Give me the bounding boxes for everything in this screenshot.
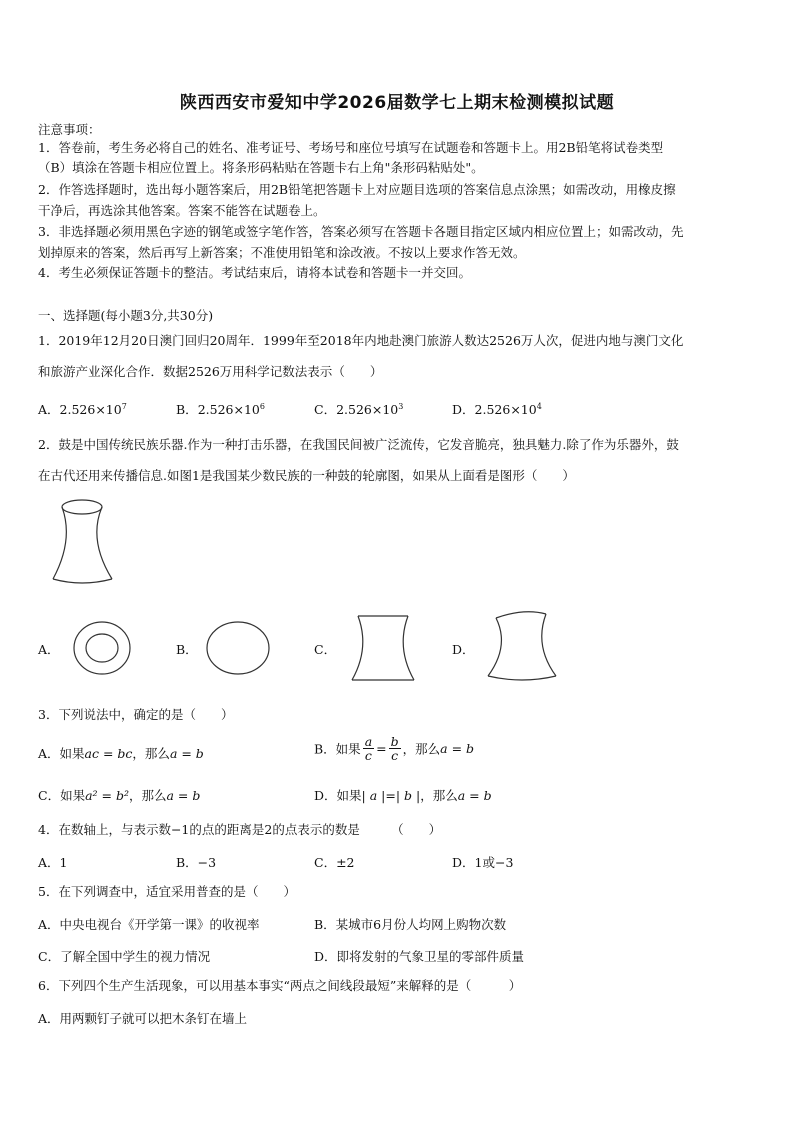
section-heading: 一、选择题(每小题3分,共30分) bbox=[38, 308, 214, 323]
question-1-option-a: A．$2.526\times 10^7$ bbox=[38, 401, 127, 417]
notice-line: 2．作答选择题时，选出每小题答案后，用2B铅笔把答题卡上对应题目选项的答案信息点涂黑；如需改动，用橡皮擦 bbox=[38, 182, 676, 197]
question-5-option-d: D．即将发射的气象卫星的零部件质量 bbox=[314, 949, 525, 964]
question-6-stem: 6．下列四个生产生活现象，可以用基本事实“两点之间线段最短”来解释的是（ ） bbox=[38, 978, 522, 993]
notice-line: （B）填涂在答题卡相应位置上。将条形码粘贴在答题卡右上角"条形码粘贴处"。 bbox=[38, 160, 484, 175]
question-1-option-c: C．$2.526\times 10^3$ bbox=[314, 401, 404, 417]
question-1-stem: 和旅游产业深化合作．数据2526万用科学记数法表示（ ） bbox=[38, 364, 383, 379]
question-3-option-c: C．如果a² = b²，那么a = b bbox=[38, 788, 201, 803]
question-4-option-b: B．−3 bbox=[176, 855, 217, 870]
question-2-option-a-label: A． bbox=[38, 642, 60, 657]
question-5-option-a: A．中央电视台《开学第一课》的收视率 bbox=[38, 917, 260, 932]
question-3-stem: 3．下列说法中，确定的是（ ） bbox=[38, 707, 234, 722]
question-4-stem: 4．在数轴上，与表示数−1的点的距离是2的点表示的数是 （ ） bbox=[38, 822, 442, 837]
question-2-option-c-label: C． bbox=[314, 642, 337, 657]
question-2-stem: 2．鼓是中国传统民族乐器.作为一种打击乐器，在我国民间被广泛流传，它发音脆亮，独具魅力.除了作为乐器外，鼓 bbox=[38, 437, 679, 452]
question-3-option-d: D．如果| a |=| b |，那么a = b bbox=[314, 788, 492, 803]
notice-line: 3．非选择题必须用黑色字迹的钢笔或签字笔作答，答案必须写在答题卡各题目指定区域内相应位置上；如需改动，先 bbox=[38, 224, 684, 239]
notice-line: 4．考生必须保证答题卡的整洁。考试结束后，请将本试卷和答题卡一并交回。 bbox=[38, 265, 471, 280]
curved-drum-side-figure bbox=[484, 606, 564, 686]
question-2-stem: 在古代还用来传播信息.如图1是我国某少数民族的一种鼓的轮廓图，如果从上面看是图形（ ） bbox=[38, 468, 575, 483]
question-1-stem: 1．2019年12月20日澳门回归20周年．1999年至2018年内地赴澳门旅游人数达2526万人次，促进内地与澳门文化 bbox=[38, 333, 684, 348]
question-3-option-a: A．如果ac = bc，那么a = b bbox=[38, 746, 204, 761]
notice-heading: 注意事项： bbox=[38, 122, 101, 137]
question-2-option-d-label: D． bbox=[452, 642, 475, 657]
concentric-circles-figure bbox=[72, 620, 132, 676]
notice-line: 1．答卷前，考生务必将自己的姓名、准考证号、考场号和座位号填写在试题卷和答题卡上。用2B铅笔将试卷类型 bbox=[38, 140, 664, 155]
circle-figure bbox=[205, 620, 271, 676]
question-1-option-d: D．$2.526\times 10^4$ bbox=[452, 401, 542, 417]
waisted-drum-side-figure bbox=[348, 612, 418, 684]
question-5-option-c: C．了解全国中学生的视力情况 bbox=[38, 949, 211, 964]
question-2-option-b-label: B． bbox=[176, 642, 198, 657]
question-1-option-b: B．$2.526\times 10^6$ bbox=[176, 401, 265, 417]
question-5-option-b: B．某城市6月份人均网上购物次数 bbox=[314, 917, 507, 932]
question-4-option-a: A．1 bbox=[38, 855, 68, 870]
notice-line: 干净后，再选涂其他答案。答案不能答在试题卷上。 bbox=[38, 203, 326, 218]
question-4-option-c: C．±2 bbox=[314, 855, 355, 870]
question-4-option-d: D．1或−3 bbox=[452, 855, 514, 870]
question-5-stem: 5．在下列调查中，适宜采用普查的是（ ） bbox=[38, 884, 296, 899]
notice-line: 划掉原来的答案，然后再写上新答案；不准使用铅笔和涂改液。不按以上要求作答无效。 bbox=[38, 245, 526, 260]
drum-figure bbox=[48, 495, 118, 590]
question-6-option-a: A．用两颗钉子就可以把木条钉在墙上 bbox=[38, 1011, 248, 1026]
page-title: 陕西西安市爱知中学2026届数学七上期末检测模拟试题 bbox=[179, 93, 615, 113]
question-3-option-b: B．如果 $\frac{a}{c}$ = $\frac{b}{c}$ ，那么a = b bbox=[314, 734, 475, 763]
